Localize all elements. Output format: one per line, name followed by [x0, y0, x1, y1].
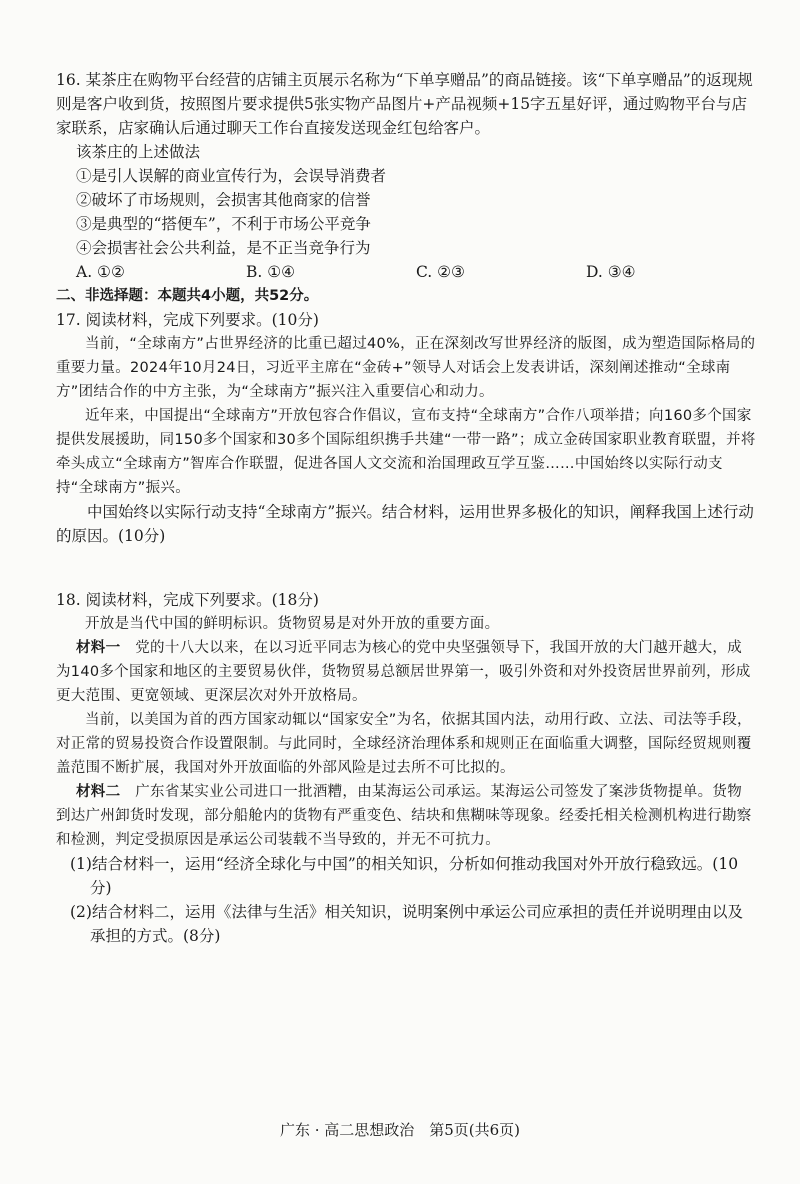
q17-task: 中国始终以实际行动支持“全球南方”振兴。结合材料，运用世界多极化的知识，阐释我国上述行动的原因。(10分)	[56, 503, 754, 545]
q16-option-2: ②破坏了市场规则，会损害其他商家的信誉	[76, 191, 371, 209]
material-2-label: 材料二	[76, 784, 121, 800]
exam-page	[56, 68, 756, 948]
page-footer: 广东 · 高二思想政治 第5页(共6页)	[279, 1121, 521, 1139]
q16-stem: 16. 某茶庄在购物平台经营的店铺主页展示名称为“下单享赠品”的商品链接。该“下单享赠品”的返现规则是客户收到货，按照图片要求提供5张实物产品图片+产品视频+15字五星好评，通过购物平台与店家联系，店家确认后通过聊天工作台直接发送现金红包给客户。	[56, 71, 753, 137]
q18-intro: 开放是当代中国的鲜明标识。货物贸易是对外开放的重要方面。	[85, 616, 500, 632]
material-1-label: 材料一	[76, 640, 121, 656]
q17-stem: 17. 阅读材料，完成下列要求。(10分)	[56, 311, 319, 329]
q16-option-4: ④会损害社会公共利益，是不正当竞争行为	[76, 239, 371, 257]
q18-material-2	[56, 780, 756, 852]
choice-a: A. ①②	[76, 263, 125, 281]
q16-lead: 该茶庄的上述做法	[76, 143, 201, 161]
choice-d: D. ③④	[586, 263, 636, 281]
section-heading: 二、非选择题：本题共4小题，共52分。	[56, 288, 319, 304]
choice-b: B. ①④	[246, 263, 296, 281]
material-2-para: 广东省某实业公司进口一批酒糟，由某海运公司承运。某海运公司签发了案涉货物提单。货物到达广州卸货时发现，部分船舱内的货物有严重变色、结块和焦糊味等现象。经委托相关检测机构进行勘察和检测，判定受损原因是承运公司装载不当导致的，并无不可抗力。	[56, 784, 752, 848]
q17-material-para-1: 当前，“全球南方”占世界经济的比重已超过40%，正在深刻改写世界经济的版图，成为塑造国际格局的重要力量。2024年10月24日，习近平主席在“金砖+”领导人对话会上发表讲话，深刻阐述推动“全球南方”团结合作的中方主张，为“全球南方”振兴注入重要信心和动力。	[56, 336, 756, 400]
q16-option-3: ③是典型的“搭便车”，不利于市场公平竞争	[76, 215, 371, 233]
q18-material-1	[56, 636, 756, 708]
q16-choices	[76, 260, 756, 284]
material-1-para-1: 党的十八大以来，在以习近平同志为核心的党中央坚强领导下，我国开放的大门越开越大，成为140多个国家和地区的主要贸易伙伴，货物贸易总额居世界第一，吸引外资和对外投资居世界前列，形成更大范围、更宽领域、更深层次对外开放格局。	[56, 640, 751, 704]
q17-material-para-2: 近年来，中国提出“全球南方”开放包容合作倡议，宣布支持“全球南方”合作八项举措；向160多个国家提供发展援助，同150多个国家和30多个国际组织携手共建“一带一路”；成立金砖国家职业教育联盟，并将牵头成立“全球南方”智库合作联盟，促进各国人文交流和治国理政互学互鉴……中国始终以实际行动支持“全球南方”振兴。	[56, 408, 756, 496]
choice-c: C. ②③	[416, 263, 465, 281]
q16-option-1: ①是引人误解的商业宣传行为，会误导消费者	[76, 167, 387, 185]
q18-subquestion-2: (2)结合材料二，运用《法律与生活》相关知识，说明案例中承运公司应承担的责任并说明理由以及承担的方式。(8分)	[70, 903, 743, 945]
q18-stem: 18. 阅读材料，完成下列要求。(18分)	[56, 591, 319, 609]
material-1-para-2: 当前，以美国为首的西方国家动辄以“国家安全”为名，依据其国内法，动用行政、立法、司法等手段，对正常的贸易投资合作设置限制。与此同时，全球经济治理体系和规则正在面临重大调整，国际经贸规则覆盖范围不断扩展，我国对外开放面临的外部风险是过去所不可比拟的。	[56, 712, 752, 776]
q18-subquestion-1: (1)结合材料一，运用“经济全球化与中国”的相关知识，分析如何推动我国对外开放行稳致远。(10分)	[70, 855, 739, 897]
